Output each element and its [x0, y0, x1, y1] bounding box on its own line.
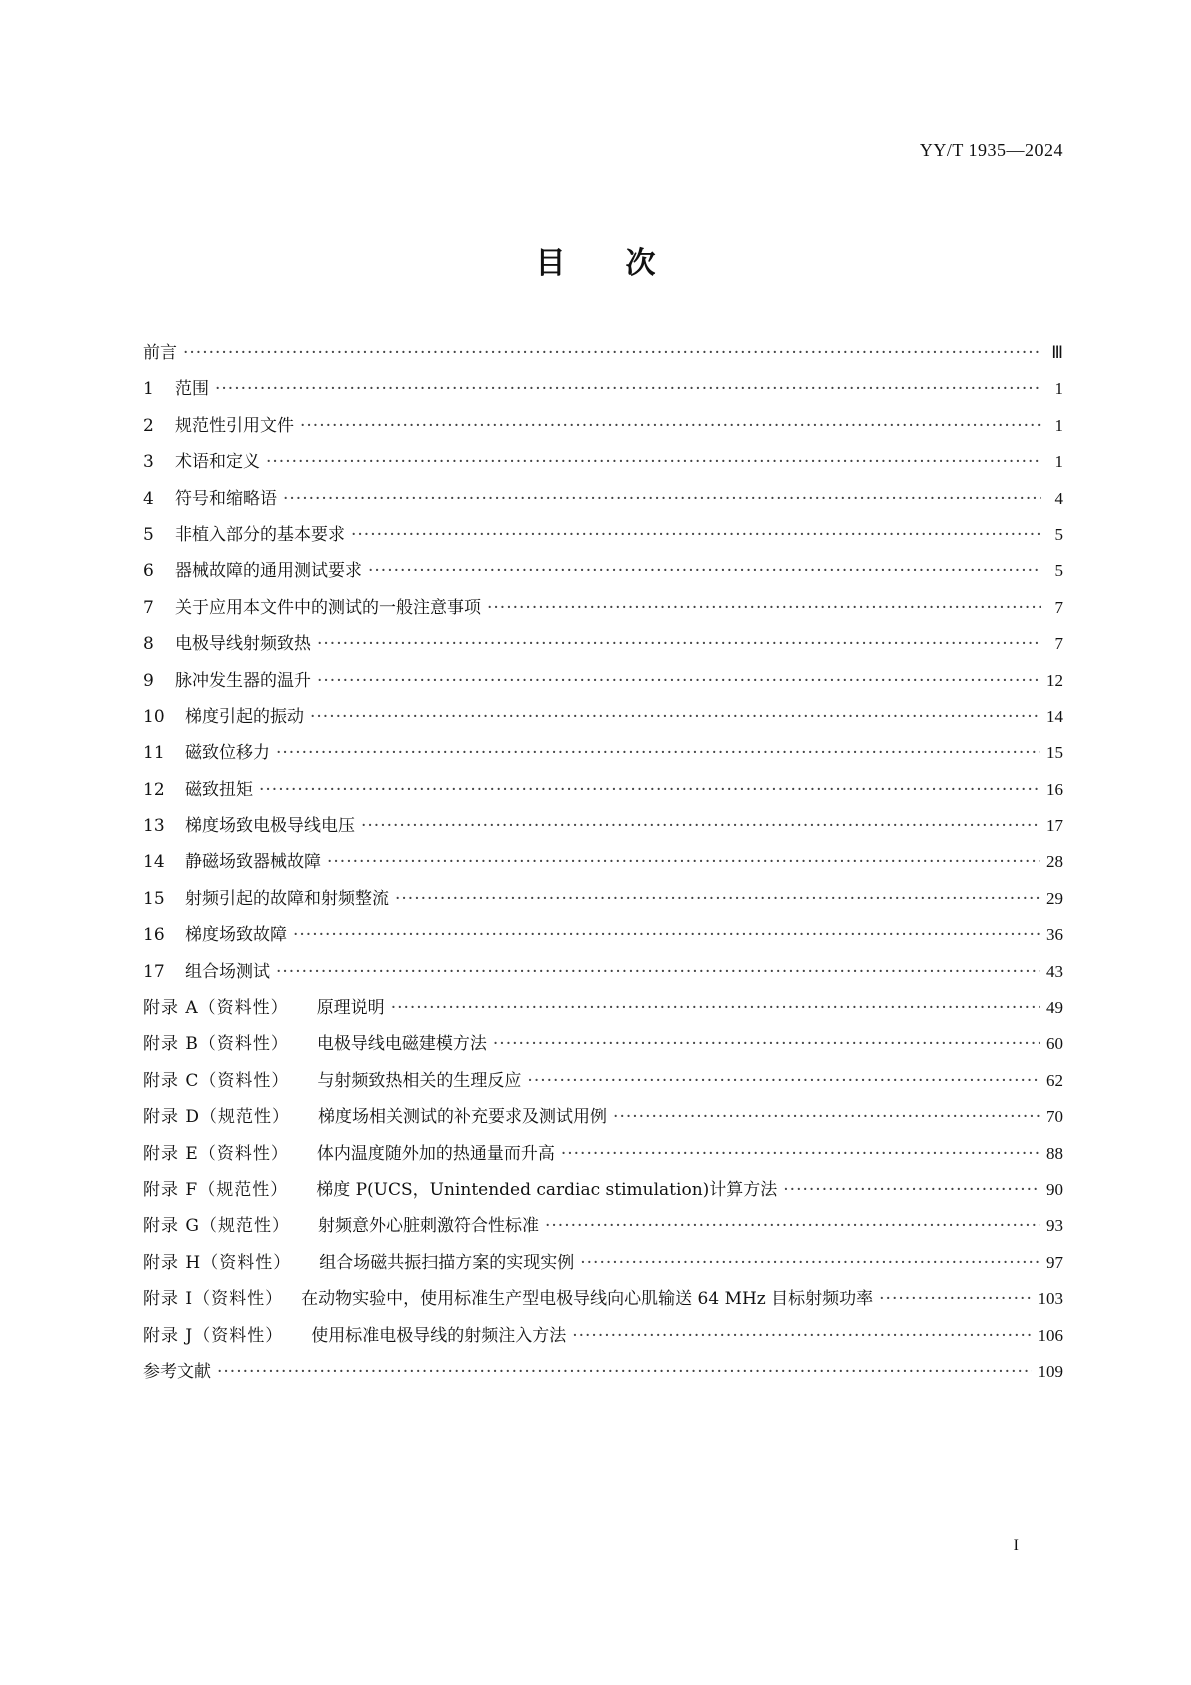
- toc-entry[interactable]: [143, 593, 1063, 629]
- toc-text: 电极导线射频致热: [175, 634, 311, 655]
- toc-entry-appendix-d[interactable]: [143, 1102, 1063, 1138]
- toc-entry[interactable]: [143, 957, 1063, 993]
- leader-dots: [879, 1289, 1031, 1309]
- toc-num: 16: [143, 925, 165, 946]
- toc-entry[interactable]: [143, 411, 1063, 447]
- toc-num: 9: [143, 670, 154, 691]
- toc-appendix-num: 附录 I（资料性）: [143, 1289, 284, 1310]
- toc-label: [143, 411, 294, 436]
- toc-text: 原理说明: [316, 998, 385, 1019]
- toc-entry[interactable]: [143, 629, 1063, 665]
- toc-entry[interactable]: [143, 775, 1063, 811]
- toc-page: 60: [1046, 1034, 1063, 1054]
- leader-dots: [259, 780, 1040, 800]
- page-number: I: [1013, 1537, 1019, 1554]
- toc-appendix-num: 附录 H（资料性）: [143, 1252, 292, 1273]
- toc-page: 70: [1046, 1107, 1063, 1127]
- toc-page: Ⅲ: [1051, 343, 1063, 362]
- toc-entry-appendix-i[interactable]: [143, 1284, 1063, 1320]
- toc-num: 15: [143, 888, 165, 909]
- toc-label: [143, 884, 389, 909]
- leader-dots: [391, 998, 1040, 1018]
- leader-dots: [527, 1071, 1040, 1091]
- toc-page: 103: [1037, 1289, 1063, 1309]
- toc-appendix-num: 附录 G（规范性）: [143, 1216, 290, 1237]
- toc-label: [143, 1357, 211, 1382]
- toc-num: 7: [143, 597, 154, 618]
- toc-label: [143, 1211, 539, 1236]
- title-char-2: 次: [625, 246, 656, 281]
- leader-dots: [613, 1107, 1040, 1127]
- leader-dots: [283, 489, 1041, 509]
- toc-label: [143, 811, 355, 836]
- toc-entry[interactable]: [143, 738, 1063, 774]
- leader-dots: [300, 416, 1041, 436]
- toc-label: [143, 775, 253, 800]
- toc-entry-appendix-b[interactable]: [143, 1029, 1063, 1065]
- toc-page: 36: [1046, 925, 1063, 945]
- toc-page: 49: [1046, 998, 1063, 1018]
- toc-entry-appendix-g[interactable]: [143, 1211, 1063, 1247]
- leader-dots: [580, 1253, 1040, 1273]
- leader-dots: [351, 525, 1041, 545]
- leader-dots: [276, 962, 1040, 982]
- leader-dots: [493, 1034, 1040, 1054]
- toc-text: 组合场磁共振扫描方案的实现实例: [319, 1252, 575, 1273]
- toc-label: [143, 1284, 873, 1309]
- toc-text: 磁致位移力: [185, 743, 270, 764]
- toc-entry-foreword[interactable]: [143, 338, 1063, 374]
- toc-page: 7: [1054, 634, 1063, 654]
- toc-page: 88: [1046, 1143, 1063, 1163]
- toc-num: 6: [143, 561, 154, 582]
- leader-dots: [783, 1180, 1040, 1200]
- toc-entry[interactable]: [143, 884, 1063, 920]
- toc-appendix-num: 附录 F（规范性）: [143, 1179, 289, 1200]
- toc-text: 磁致扭矩: [185, 779, 253, 800]
- toc-text: 组合场测试: [185, 961, 270, 982]
- toc-entry[interactable]: [143, 920, 1063, 956]
- toc-entry-appendix-c[interactable]: [143, 1066, 1063, 1102]
- toc-text: 关于应用本文件中的测试的一般注意事项: [175, 597, 481, 618]
- toc-page: 43: [1046, 961, 1063, 981]
- toc-entry-appendix-j[interactable]: [143, 1321, 1063, 1357]
- toc-appendix-num: 附录 D（规范性）: [143, 1107, 291, 1128]
- toc-label: [143, 1029, 487, 1054]
- toc-appendix-num: 附录 B（资料性）: [143, 1034, 289, 1055]
- toc-label: [143, 1066, 521, 1091]
- toc-page: 62: [1046, 1070, 1063, 1090]
- toc-num: 14: [143, 852, 165, 873]
- toc-label: [143, 702, 304, 727]
- toc-text: 范围: [175, 379, 209, 400]
- toc-text: 器械故障的通用测试要求: [175, 561, 362, 582]
- toc-label: [143, 993, 385, 1018]
- toc-entry[interactable]: [143, 447, 1063, 483]
- toc-text: 梯度引起的振动: [185, 706, 304, 727]
- toc-label: [143, 338, 177, 363]
- toc-label: [143, 1248, 574, 1273]
- toc-page: 1: [1054, 415, 1063, 435]
- toc-text: 在动物实验中，使用标准生产型电极导线向心肌输送 64 MHz 目标射频功率: [301, 1289, 874, 1310]
- title-char-1: 目: [535, 246, 566, 281]
- toc-label: [143, 447, 260, 472]
- toc-page: 12: [1046, 670, 1063, 690]
- standard-code: YY/T 1935—2024: [919, 140, 1063, 160]
- toc-text: 静磁场致器械故障: [185, 852, 321, 873]
- toc-text: 规范性引用文件: [175, 415, 294, 436]
- toc-entry-appendix-a[interactable]: [143, 993, 1063, 1029]
- toc-entry-appendix-e[interactable]: [143, 1139, 1063, 1175]
- toc-label: [143, 374, 209, 399]
- toc-page: 5: [1054, 561, 1063, 581]
- toc-text: 脉冲发生器的温升: [175, 670, 311, 691]
- toc-entry[interactable]: [143, 666, 1063, 702]
- table-of-contents: [143, 338, 1063, 1393]
- toc-text: 射频引起的故障和射频整流: [185, 888, 389, 909]
- leader-dots: [327, 852, 1040, 872]
- toc-entry[interactable]: [143, 484, 1063, 520]
- toc-label: [143, 666, 311, 691]
- toc-num: 1: [143, 379, 154, 400]
- toc-page: 5: [1054, 524, 1063, 544]
- toc-entry[interactable]: [143, 702, 1063, 738]
- leader-dots: [545, 1216, 1040, 1236]
- toc-appendix-num: 附录 A（资料性）: [143, 998, 289, 1019]
- page-title: [0, 238, 1191, 282]
- toc-text: 射频意外心脏刺激符合性标准: [317, 1216, 539, 1237]
- toc-text: 梯度场致故障: [185, 925, 287, 946]
- leader-dots: [293, 925, 1040, 945]
- leader-dots: [561, 1144, 1040, 1164]
- toc-appendix-num: 附录 E（资料性）: [143, 1143, 289, 1164]
- toc-entry-appendix-h[interactable]: [143, 1248, 1063, 1284]
- toc-page: 29: [1046, 888, 1063, 908]
- leader-dots: [395, 889, 1040, 909]
- toc-page: 109: [1037, 1361, 1063, 1381]
- toc-appendix-num: 附录 C（资料性）: [143, 1070, 290, 1091]
- toc-label: [143, 629, 311, 654]
- toc-num: 13: [143, 816, 165, 837]
- toc-entry[interactable]: [143, 374, 1063, 410]
- toc-text: 电极导线电磁建模方法: [316, 1034, 487, 1055]
- toc-page: 7: [1054, 597, 1063, 617]
- toc-text: 梯度场相关测试的补充要求及测试用例: [318, 1107, 608, 1128]
- toc-entry[interactable]: [143, 847, 1063, 883]
- toc-entry[interactable]: [143, 556, 1063, 592]
- toc-label: [143, 520, 345, 545]
- toc-label: [143, 1139, 555, 1164]
- leader-dots: [215, 379, 1041, 399]
- toc-text: 符号和缩略语: [175, 488, 277, 509]
- toc-page: 16: [1046, 779, 1063, 799]
- leader-dots: [276, 743, 1040, 763]
- toc-page: 4: [1054, 488, 1063, 508]
- toc-text: 与射频致热相关的生理反应: [317, 1070, 522, 1091]
- toc-label: [143, 847, 321, 872]
- toc-text: 术语和定义: [175, 452, 260, 473]
- toc-entry-appendix-f[interactable]: [143, 1175, 1063, 1211]
- toc-page: 106: [1037, 1325, 1063, 1345]
- toc-page: 1: [1054, 452, 1063, 472]
- toc-label: [143, 1321, 566, 1346]
- toc-label: [143, 1102, 607, 1127]
- toc-num: 10: [143, 706, 165, 727]
- toc-page: 15: [1046, 743, 1063, 763]
- leader-dots: [310, 707, 1040, 727]
- leader-dots: [317, 634, 1041, 654]
- toc-page: 1: [1054, 379, 1063, 399]
- toc-appendix-num: 附录 J（资料性）: [143, 1325, 284, 1346]
- toc-text: 参考文献: [143, 1361, 211, 1382]
- toc-page: 14: [1046, 706, 1063, 726]
- toc-text: 体内温度随外加的热通量而升高: [316, 1143, 555, 1164]
- toc-num: 4: [143, 488, 154, 509]
- toc-entry[interactable]: [143, 811, 1063, 847]
- leader-dots: [266, 452, 1041, 472]
- toc-text: 前言: [143, 343, 177, 363]
- leader-dots: [361, 816, 1040, 836]
- toc-page: 28: [1046, 852, 1063, 872]
- toc-num: 11: [143, 743, 165, 764]
- leader-dots: [317, 671, 1040, 691]
- leader-dots: [183, 343, 1041, 363]
- toc-text: 梯度场致电极导线电压: [185, 816, 355, 837]
- leader-dots: [217, 1362, 1032, 1382]
- toc-label: [143, 920, 287, 945]
- toc-num: 12: [143, 779, 165, 800]
- leader-dots: [487, 598, 1041, 618]
- toc-label: [143, 556, 362, 581]
- toc-text: 非植入部分的基本要求: [175, 524, 345, 545]
- toc-num: 2: [143, 415, 154, 436]
- toc-page: 97: [1046, 1252, 1063, 1272]
- toc-page: 93: [1046, 1216, 1063, 1236]
- toc-entry[interactable]: [143, 520, 1063, 556]
- toc-entry-references[interactable]: [143, 1357, 1063, 1393]
- toc-num: 8: [143, 634, 154, 655]
- toc-label: [143, 484, 277, 509]
- toc-page: 17: [1046, 816, 1063, 836]
- toc-label: [143, 957, 270, 982]
- leader-dots: [368, 561, 1041, 581]
- toc-num: 17: [143, 961, 165, 982]
- toc-page: 90: [1046, 1179, 1063, 1199]
- toc-num: 3: [143, 452, 154, 473]
- toc-label: [143, 593, 481, 618]
- leader-dots: [572, 1326, 1031, 1346]
- toc-text: 梯度 P(UCS，Unintended cardiac stimulation)计算方法: [316, 1179, 778, 1200]
- toc-text: 使用标准电极导线的射频注入方法: [311, 1325, 567, 1346]
- toc-num: 5: [143, 524, 154, 545]
- toc-label: [143, 1175, 777, 1200]
- toc-label: [143, 738, 270, 763]
